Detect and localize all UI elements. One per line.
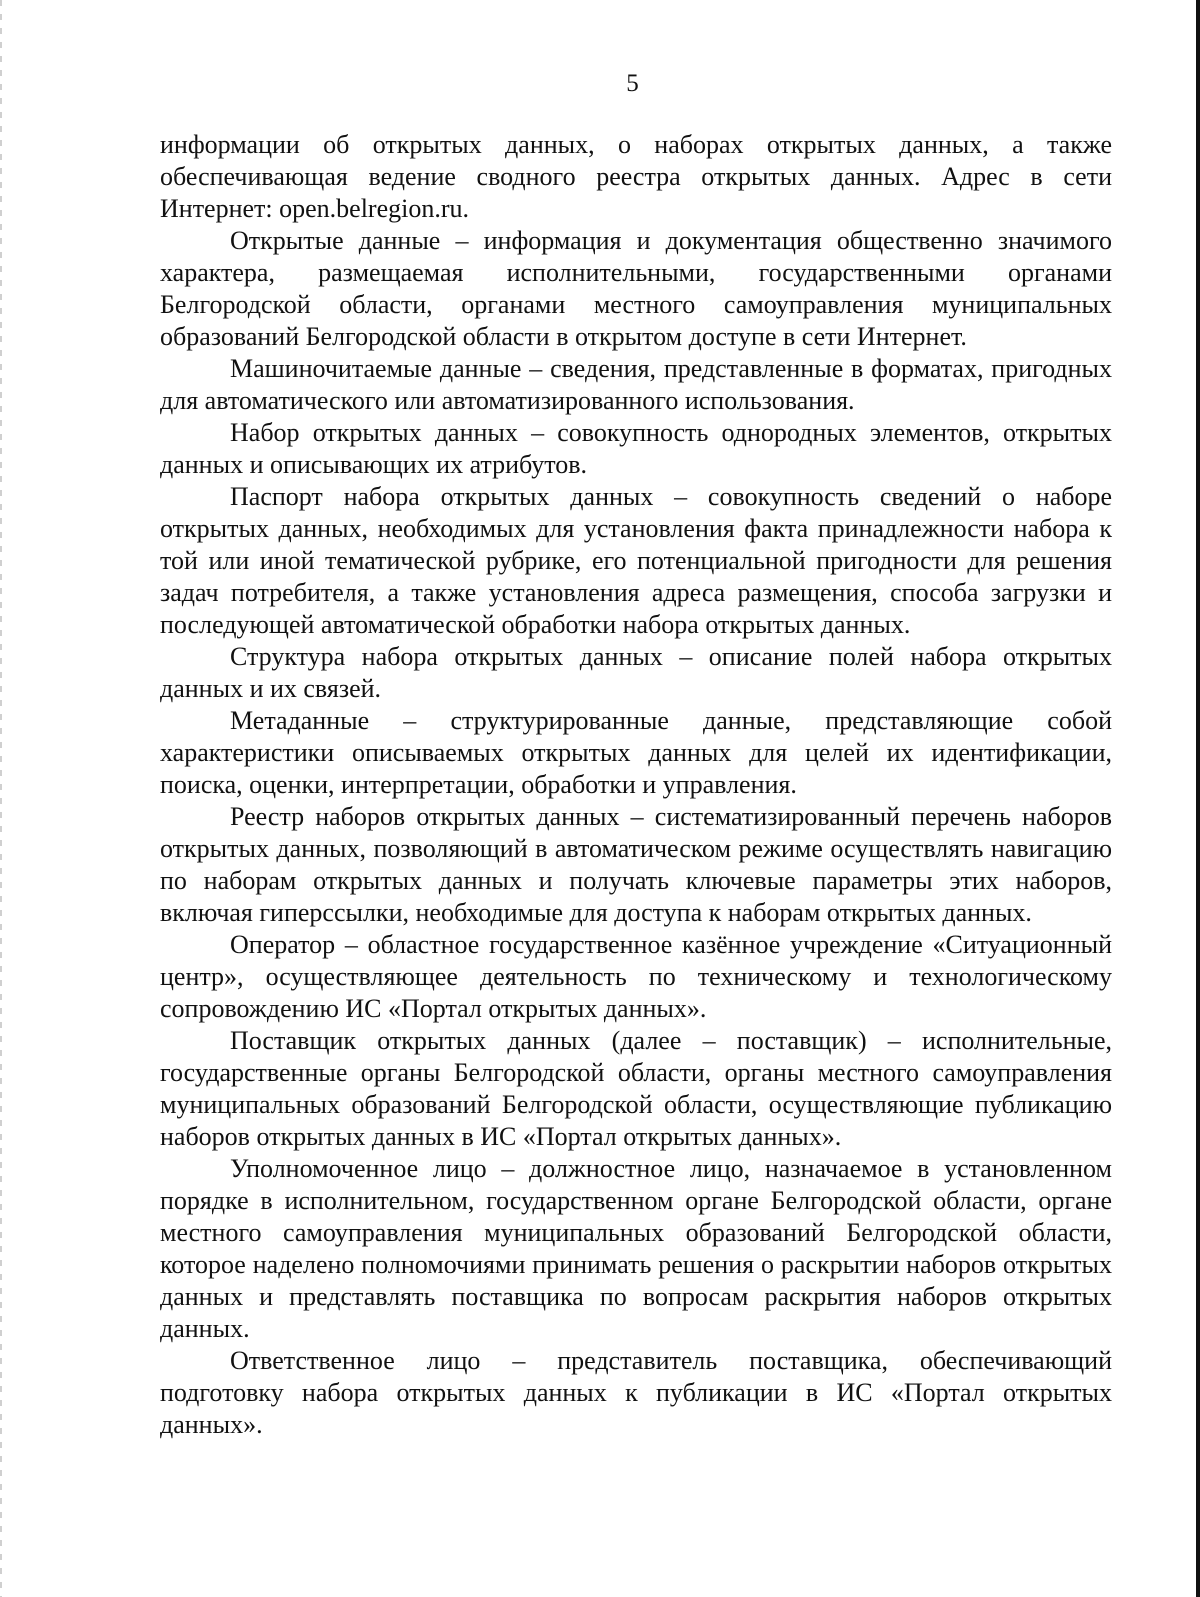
paragraph-data-set-passport: Паспорт набора открытых данных – совокупность сведений о наборе открытых данных, необходимых для установления факта принадлежности набора к той или иной тематической рубрике, его потенциальной пригодности для решения задач потребителя, а также установления адреса размещения, способа загрузки и последующей автоматической обработки набора открытых данных. — [160, 482, 1112, 639]
paragraph-operator: Оператор – областное государственное казённое учреждение «Ситуационный центр», осуществляющее деятельность по техническому и технологическому сопровождению ИС «Портал открытых данных». — [160, 930, 1112, 1023]
paragraph-responsible-person: Ответственное лицо – представитель поставщика, обеспечивающий подготовку набора открытых данных к публикации в ИС «Портал открытых данных». — [160, 1346, 1112, 1439]
document-body — [160, 129, 1112, 1441]
paragraph-open-data-set: Набор открытых данных – совокупность однородных элементов, открытых данных и описывающих их атрибутов. — [160, 418, 1112, 479]
page-number: 5 — [626, 70, 639, 97]
paragraph-continuation: информации об открытых данных, о наборах открытых данных, а также обеспечивающая ведение сводного реестра открытых данных. Адрес в сети Интернет: open.belregion.ru. — [160, 130, 1112, 223]
paragraph-data-set-structure: Структура набора открытых данных – описание полей набора открытых данных и их связей. — [160, 642, 1112, 703]
paragraph-open-data: Открытые данные – информация и документация общественно значимого характера, размещаемая исполнительными, государственными органами Белгородской области, органами местного самоуправления муниципальных образований Белгородской области в открытом доступе в сети Интернет. — [160, 226, 1112, 351]
scan-left-edge — [0, 0, 2, 1597]
scan-right-edge — [1196, 0, 1200, 1597]
paragraph-data-provider: Поставщик открытых данных (далее – поставщик) – исполнительные, государственные органы Белгородской области, органы местного самоуправления муниципальных образований Белгородской области, осуществляющие публикацию наборов открытых данных в ИС «Портал открытых данных». — [160, 1026, 1112, 1151]
paragraph-authorized-person: Уполномоченное лицо – должностное лицо, назначаемое в установленном порядке в исполнительном, государственном органе Белгородской области, органе местного самоуправления муниципальных образований Белгородской области, которое наделено полномочиями принимать решения о раскрытии наборов открытых данных и представлять поставщика по вопросам раскрытия наборов открытых данных. — [160, 1154, 1112, 1343]
paragraph-metadata: Метаданные – структурированные данные, представляющие собой характеристики описываемых открытых данных для целей их идентификации, поиска, оценки, интерпретации, обработки и управления. — [160, 706, 1112, 799]
paragraph-machine-readable-data: Машиночитаемые данные – сведения, представленные в форматах, пригодных для автоматического или автоматизированного использования. — [160, 354, 1112, 415]
paragraph-data-set-registry: Реестр наборов открытых данных – систематизированный перечень наборов открытых данных, позволяющий в автоматическом режиме осуществлять навигацию по наборам открытых данных и получать ключевые параметры этих наборов, включая гиперссылки, необходимые для доступа к наборам открытых данных. — [160, 802, 1112, 927]
